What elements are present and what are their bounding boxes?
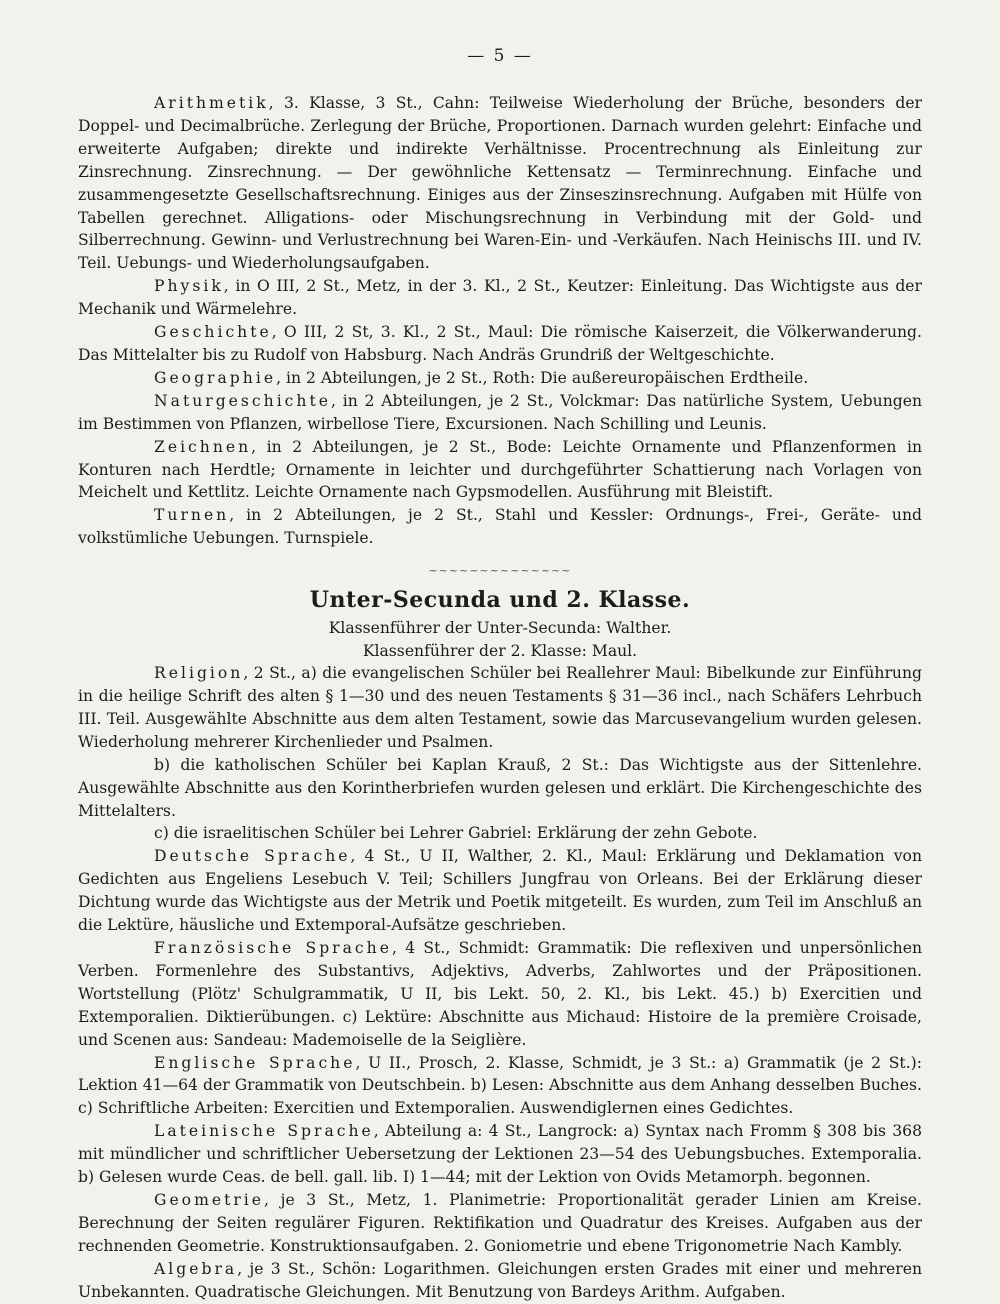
section-title: Unter-Secunda und 2. Klasse. [309,587,691,614]
paragraph-text: , O III, 2 St, 3. Kl., 2 St., Maul: Die römische Kaiserzeit, die Völkerwanderung. Das Mittelalter bis zu Rudolf von Habsburg. Nach Andräs Grundriß der Weltgeschichte. [78,323,922,364]
paragraph-text: , 2 St., a) die evangelischen Schüler bei Reallehrer Maul: Bibelkunde zur Einführung in die heilige Schrift des alten § 1—30 und des neuen Testaments § 31—36 incl., nach Schäfers Lehrbuch III. Teil. Ausgewählte Abschnitte aus dem alten Testament, sowie das Marcusevangelium wurden gelesen. Wiederholung mehrerer Kirchenlieder und Psalmen. [78,664,922,751]
paragraph-text: , Abteilung a: 4 St., Langrock: a) Syntax nach Fromm § 308 bis 368 mit mündlicher und schriftlicher Uebersetzung der Lektionen 23—54 des Uebungsbuches. Extemporalia. b) Gelesen wurde Ceas. de bell. gall. lib. I) 1—44; mit der Lektion von Ovids Metamorph. begonnen. [78,1122,922,1187]
subject-label: Deutsche Sprache [154,847,351,866]
paragraph-text: , in 2 Abteilungen, je 2 St., Stahl und Kessler: Ordnungs-, Frei-, Geräte- und volkstümliche Uebungen. Turnspiele. [78,506,922,548]
section-subtitle-2: Klassenführer der 2. Klasse: Maul. [362,641,638,660]
paragraph-text: c) die israelitischen Schüler bei Lehrer Gabriel: Erklärung der zehn Gebote. [154,824,758,843]
subject-label: Zeichnen [154,437,252,456]
paragraph-geometrie [78,1189,922,1258]
subject-label: Religion [154,664,244,683]
subject-label: Geographie [154,368,277,387]
paragraph-zeichnen [78,436,922,505]
paragraph-turnen [78,504,922,550]
subject-label: Algebra [154,1259,238,1278]
paragraph-text: , 4 St., U II, Walther, 2. Kl., Maul: Erklärung und Deklamation von Gedichten aus Engeliens Lesebuch V. Teil; Schillers Jungfrau von Orleans. Bei der Erklärung dieser Dichtung wurde das Wichtigste aus der Metrik und Poetik mitgeteilt. Es wurden, zum Teil im Anschluß an die Lektüre, häusliche und Extemporal-Aufsätze geschrieben. [78,847,922,935]
section-divider: ~~~~~~~~~~~~~~ [428,564,572,578]
paragraph-franzoesisch [78,937,922,1052]
paragraph-arithmetik [78,92,922,275]
paragraph-text: b) die katholischen Schüler bei Kaplan Krauß, 2 St.: Das Wichtigste aus der Sittenlehre. Ausgewählte Abschnitte aus den Korintherbriefen wurden gelesen und erklärt. Die Kirchengeschichte des Mittelalters. [78,755,922,820]
paragraph-englisch [78,1052,922,1121]
lesson-list-upper [78,92,922,550]
subject-label: Turnen [154,506,230,525]
paragraph-text: , 4 St., Schmidt: Grammatik: Die reflexiven und unpersönlichen Verben. Formenlehre des Substantivs, Adjektivs, Adverbs, Zahlwortes und der Präpositionen. Wortstellung (Plötz' Schulgrammatik, U II, bis Lekt. 50, 2. Kl., bis Lekt. 45.) b) Exercitien und Extemporalien. Diktierübungen. c) Lektüre: Abschnitte aus Michaud: Histoire de la première Croisade, und Scenen aus: Sandeau: Mademoiselle de la Seiglière. [78,939,922,1049]
paragraph-geographie [78,367,922,390]
paragraph-latein [78,1120,922,1189]
paragraph-text: , U II., Prosch, 2. Klasse, Schmidt, je 3 St.: a) Grammatik (je 2 St.): Lektion 41—64 der Grammatik von Deutschbein. b) Lesen: Abschnitte aus dem Anhang desselben Buches. c) Schriftliche Arbeiten: Exercitien und Extemporalien. Auswendiglernen eines Gedichtes. [78,1053,922,1118]
paragraph-deutsch [78,845,922,937]
paragraph-religion-a [78,662,922,754]
lesson-list-lower [78,662,922,1303]
paragraph-physik [78,275,922,321]
paragraph-text: , in 2 Abteilungen, je 2 St., Bode: Leichte Ornamente und Pflanzenformen in Konturen nach Herdtle; Ornamente in leichter und durchgeführter Schattierung nach Vorlagen von Meichelt und Kettlitz. Leichte Ornamente nach Gypsmodellen. Ausführung mit Bleistift. [78,437,922,502]
subject-label: Französische Sprache [154,939,392,957]
section-subtitle-1: Klassenführer der Unter-Secunda: Walther. [328,619,672,638]
subject-label: Naturgeschichte [154,391,331,410]
subject-label: Geschichte [154,323,272,342]
paragraph-text: , 3. Klasse, 3 St., Cahn: Teilweise Wiederholung der Brüche, besonders der Doppel- und Decimalbrüche. Zerlegung der Brüche, Proportionen. Darnach wurden gelehrt: Einfache und erweiterte Aufgaben; direkte und indirekte Verhältnisse. Procentrechnung als Einleitung zur Zinsrechnung. Zinsrechnung. — Der gewöhnliche Kettensatz — Terminrechnung. Einfache und zusammengesetzte Gesellschaftsrechnung. Einiges aus der Zinseszinsrechnung. Aufgaben mit Hülfe von Tabellen gerechnet. Alligations- oder Mischungsrechnung in Verbindung mit der Gold- und Silberrechnung. Gewinn- und Verlustrechnung bei Waren-Ein- und -Verkäufen. Nach Heinischs III. und IV. Teil. Uebungs- und Wiederholungsaufgaben. [78,94,922,273]
subject-label: Arithmetik [154,94,269,112]
paragraph-text: , je 3 St., Schön: Logarithmen. Gleichungen ersten Grades mit einer und mehreren Unbekannten. Quadratische Gleichungen. Mit Benutzung von Bardeys Arithm. Aufgaben. [78,1259,922,1301]
paragraph-text: , in 2 Abteilungen, je 2 St., Volckmar: Das natürliche System, Uebungen im Bestimmen von Pflanzen, wirbellose Tiere, Excursionen. Nach Schilling und Leunis. [78,391,922,433]
paragraph-text: , in O III, 2 St., Metz, in der 3. Kl., 2 St., Keutzer: Einleitung. Das Wichtigste aus der Mechanik und Wärmelehre. [78,277,922,319]
page-number: — 5 — [467,46,533,66]
subject-label: Lateinische Sprache [154,1122,374,1141]
paragraph-geschichte [78,321,922,367]
paragraph-text: , je 3 St., Metz, 1. Planimetrie: Proportionalität gerader Linien am Kreise. Berechnung der Seiten regulärer Figuren. Rektifikation und Quadratur des Kreises. Aufgaben aus der rechnenden Geometrie. Konstruktionsaufgaben. 2. Goniometrie und ebene Trigonometrie Nach Kambly. [78,1190,922,1255]
paragraph-naturgeschichte [78,390,922,436]
paragraph-religion-c [78,822,922,845]
subject-label: Englische Sprache [154,1053,356,1072]
subject-label: Physik [154,277,224,296]
paragraph-text: , in 2 Abteilungen, je 2 St., Roth: Die außereuropäischen Erdtheile. [276,368,809,387]
paragraph-religion-b [78,754,922,823]
subject-label: Geometrie [154,1190,265,1209]
